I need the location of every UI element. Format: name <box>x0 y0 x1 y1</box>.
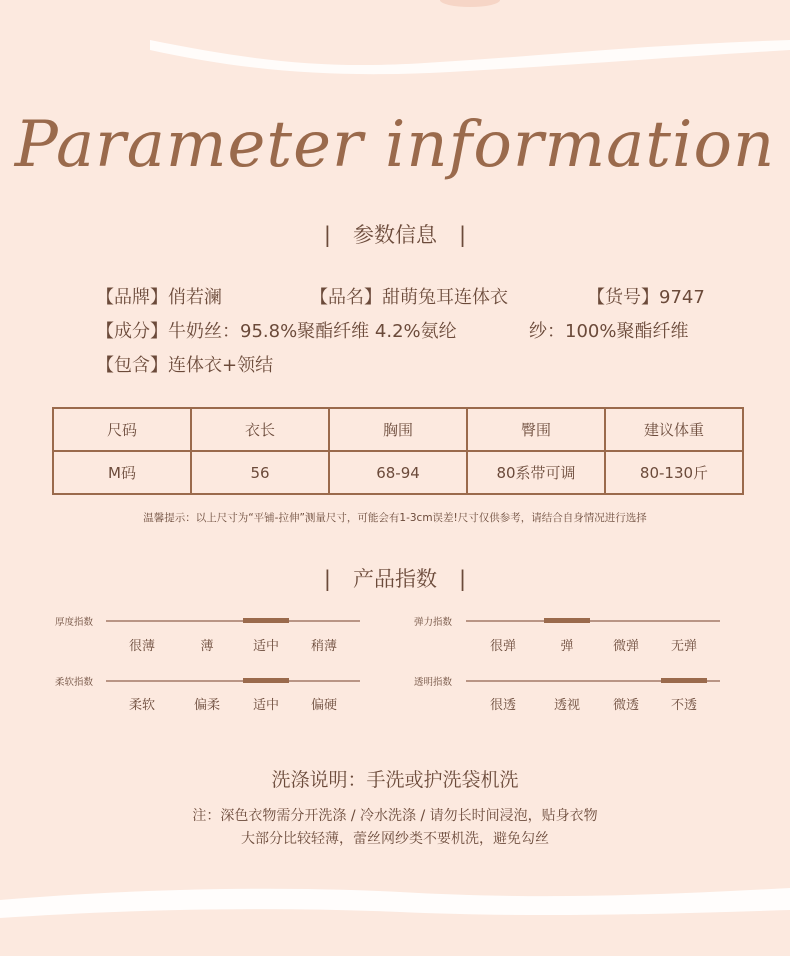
sku-label: 【货号】 <box>587 287 659 308</box>
wash-note-line2: 大部分比较轻薄，蕾丝网纱类不要机洗，避免勾丝 <box>241 831 549 847</box>
index-option: 很弹 <box>489 639 517 654</box>
table-row <box>53 451 743 494</box>
divider-right: | <box>459 567 467 591</box>
sku-value: 9747 <box>659 287 705 308</box>
brand-value: 俏若澜 <box>168 287 222 308</box>
index-elasticity <box>414 612 724 652</box>
index-option: 透视 <box>553 698 581 713</box>
index-track <box>106 680 360 682</box>
index-track <box>106 620 360 622</box>
index-option: 稍薄 <box>310 639 338 654</box>
index-option: 柔软 <box>128 698 156 713</box>
index-option: 不透 <box>670 698 698 713</box>
index-option: 微透 <box>612 698 640 713</box>
wash-note-line1: 注：深色衣物需分开洗涤 / 冷水洗涤 / 请勿长时间浸泡，贴身衣物 <box>192 808 598 824</box>
index-heading: 产品指数 <box>353 567 437 591</box>
divider-right: | <box>459 223 467 247</box>
composition-value: 牛奶丝：95.8%聚酯纤维 4.2%氨纶 <box>168 321 457 342</box>
table-cell: 80-130斤 <box>605 451 743 494</box>
bottom-brush-wave <box>0 870 790 956</box>
brand-info <box>96 283 222 309</box>
index-option: 弹 <box>560 639 574 654</box>
page-title: Parameter information <box>14 108 776 182</box>
measure-note: 温馨提示：以上尺寸为“平铺-拉伸”测量尺寸，可能会有1-3cm误差!尺寸仅供参考，请结合自身情况进行选择 <box>143 512 647 524</box>
index-option: 偏柔 <box>193 698 221 713</box>
yarn-label: 纱： <box>529 321 565 342</box>
index-label: 弹力指数 <box>414 617 453 628</box>
info-row-2 <box>96 317 736 341</box>
table-cell: 68-94 <box>329 451 467 494</box>
params-heading: 参数信息 <box>353 223 437 247</box>
table-header-row <box>53 408 743 451</box>
index-option: 偏硬 <box>310 698 338 713</box>
index-label: 厚度指数 <box>55 617 94 628</box>
composition-label: 【成分】 <box>96 321 168 342</box>
contents-label: 【包含】 <box>96 355 168 376</box>
yarn-info <box>529 317 688 343</box>
divider-left: | <box>323 223 331 247</box>
table-cell: 56 <box>191 451 329 494</box>
info-row-1 <box>96 283 736 307</box>
contents-value: 连体衣+领结 <box>168 355 274 376</box>
index-thickness <box>52 612 362 652</box>
index-option: 适中 <box>252 698 280 713</box>
index-option: 微弹 <box>612 639 640 654</box>
info-row-3 <box>96 351 273 377</box>
index-marker <box>243 678 289 683</box>
composition-info <box>96 317 457 343</box>
wash-title: 洗涤说明：手洗或护洗袋机洗 <box>271 769 519 791</box>
divider-left: | <box>323 567 331 591</box>
index-option: 薄 <box>200 639 214 654</box>
index-option: 很薄 <box>128 639 156 654</box>
index-option: 适中 <box>252 639 280 654</box>
table-header-cell: 胸围 <box>329 408 467 451</box>
table-header-cell: 建议体重 <box>605 408 743 451</box>
index-option: 无弹 <box>670 639 698 654</box>
brand-label: 【品牌】 <box>96 287 168 308</box>
table-cell: 80系带可调 <box>467 451 605 494</box>
index-section-title <box>0 563 790 593</box>
index-softness <box>52 672 362 712</box>
index-label: 透明指数 <box>414 677 453 688</box>
product-name-info <box>310 283 508 309</box>
index-marker <box>661 678 707 683</box>
params-section-title <box>0 219 790 249</box>
index-transparency <box>414 672 724 712</box>
table-header-cell: 臀围 <box>467 408 605 451</box>
yarn-value: 100%聚酯纤维 <box>565 321 689 342</box>
size-table <box>52 407 744 495</box>
table-cell: M码 <box>53 451 191 494</box>
index-track <box>466 620 720 622</box>
sku-info <box>587 283 705 309</box>
index-marker <box>544 618 590 623</box>
top-brush-wave <box>0 0 790 90</box>
name-value: 甜萌兔耳连体衣 <box>382 287 508 308</box>
table-header-cell: 衣长 <box>191 408 329 451</box>
name-label: 【品名】 <box>310 287 382 308</box>
index-option: 很透 <box>489 698 517 713</box>
index-marker <box>243 618 289 623</box>
table-header-cell: 尺码 <box>53 408 191 451</box>
index-label: 柔软指数 <box>55 677 94 688</box>
